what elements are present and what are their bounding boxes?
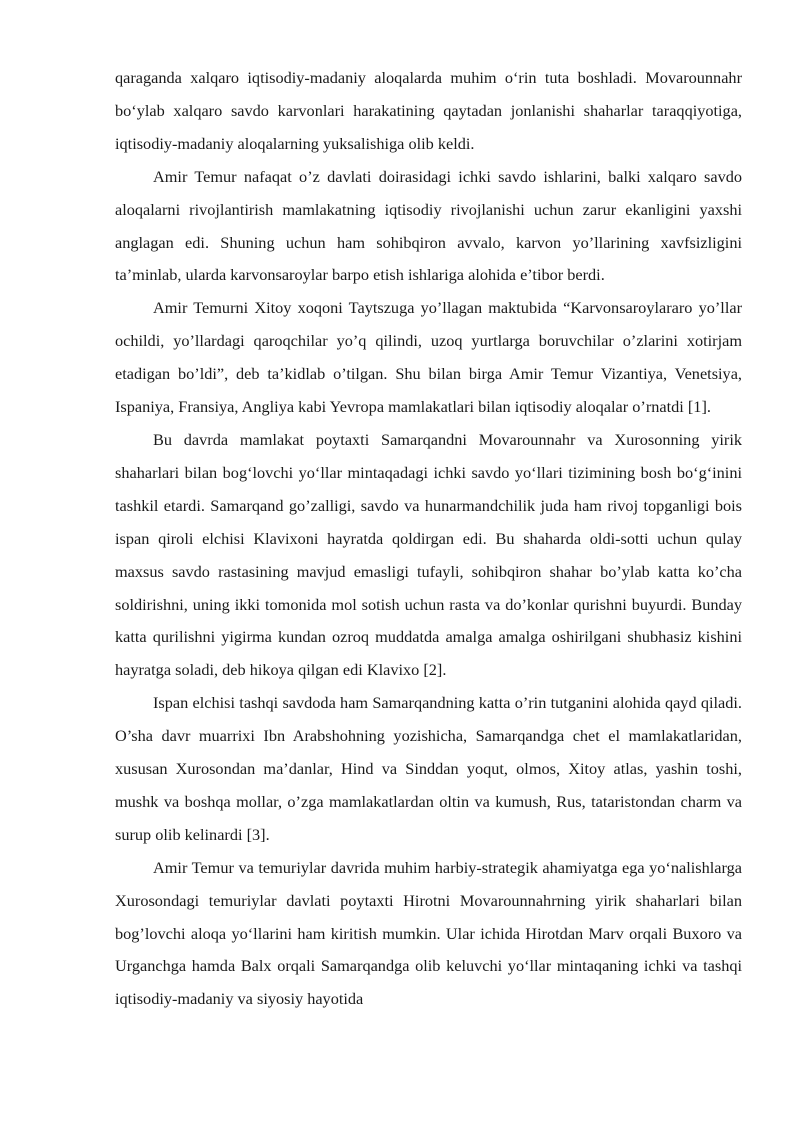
document-body: [115, 62, 742, 1016]
paragraph-3: Amir Temurni Xitoy xoqoni Taytszuga yo’llagan maktubida “Karvonsaroylararo yo’llar ochildi, yo’llardagi qaroqchilar yo’q qilindi, uzoq yurtlarga boruvchilar o’zlarini xotirjam etadigan bo’ldi”, deb ta’kidlab o’tilgan. Shu bilan birga Amir Temur Vizantiya, Venetsiya, Ispaniya, Fransiya, Angliya kabi Yevropa mamlakatlari bilan iqtisodiy aloqalar o’rnatdi [1].: [115, 298, 742, 417]
paragraph-1: qaraganda xalqaro iqtisodiy-madaniy aloqalarda muhim o‘rin tuta boshladi. Movarounnahr bo‘ylab xalqaro savdo karvonlari harakatining qaytadan jonlanishi shaharlar taraqqiyotiga, iqtisodiy-madaniy aloqalarning yuksalishiga olib keldi.: [115, 68, 742, 153]
paragraph-6: Amir Temur va temuriylar davrida muhim harbiy-strategik ahamiyatga ega yo‘nalishlarga Xurosondagi temuriylar davlati poytaxti Hirotni Movarounnahrning yirik shaharlari bilan bog’lovchi aloqa yo‘llarini ham kiritish mumkin. Ular ichida Hirotdan Marv orqali Buxoro va Urganchga hamda Balx orqali Samarqandga olib keluvchi yo‘llar mintaqaning ichki va tashqi iqtisodiy-madaniy va siyosiy hayotida: [115, 857, 742, 1009]
paragraph-5: Ispan elchisi tashqi savdoda ham Samarqandning katta o’rin tutganini alohida qayd qiladi. O’sha davr muarrixi Ibn Arabshohning yozishicha, Samarqandga chet el mamlakatlaridan, xususan Xurosondan ma’danlar, Hind va Sinddan yoqut, olmos, Xitoy atlas, yashin toshi, mushk va boshqa mollar, o’zga mamlakatlardan oltin va kumush, Rus, tataristondan charm va surup olib kelinardi [3].: [115, 693, 742, 844]
paragraph-4: Bu davrda mamlakat poytaxti Samarqandni Movarounnahr va Xurosonning yirik shaharlari bilan bog‘lovchi yo‘llar mintaqadagi ichki savdo yo‘llari tizimining bosh bo‘g‘inini tashkil etardi. Samarqand go’zalligi, savdo va hunarmandchilik juda ham rivoj topganligi bois ispan qiroli elchisi Klavixoni hayratda qoldirgan edi. Bu shaharda oldi-sotti uchun qulay maxsus savdo rastasining mavjud emasligi tufayli, sohibqiron shahar bo’ylab katta ko’cha soldirishni, uning ikki tomonida mol sotish uchun rasta va do’konlar qurishni buyurdi. Bunday katta qurilishni yigirma kundan ozroq muddatda amalga amalga oshirilgani shubhasiz kishini hayratga soladi, deb hikoya qilgan edi Klavixo [2].: [115, 429, 742, 680]
paragraph-2: Amir Temur nafaqat o’z davlati doirasidagi ichki savdo ishlarini, balki xalqaro savdo aloqalarni rivojlantirish mamlakatning iqtisodiy rivojlanishi uchun zarur ekanligini yaxshi anglagan edi. Shuning uchun ham sohibqiron avvalo, karvon yo’llarining xavfsizligini ta’minlab, ularda karvonsaroylar barpo etish ishlariga alohida e’tibor berdi.: [115, 166, 742, 285]
